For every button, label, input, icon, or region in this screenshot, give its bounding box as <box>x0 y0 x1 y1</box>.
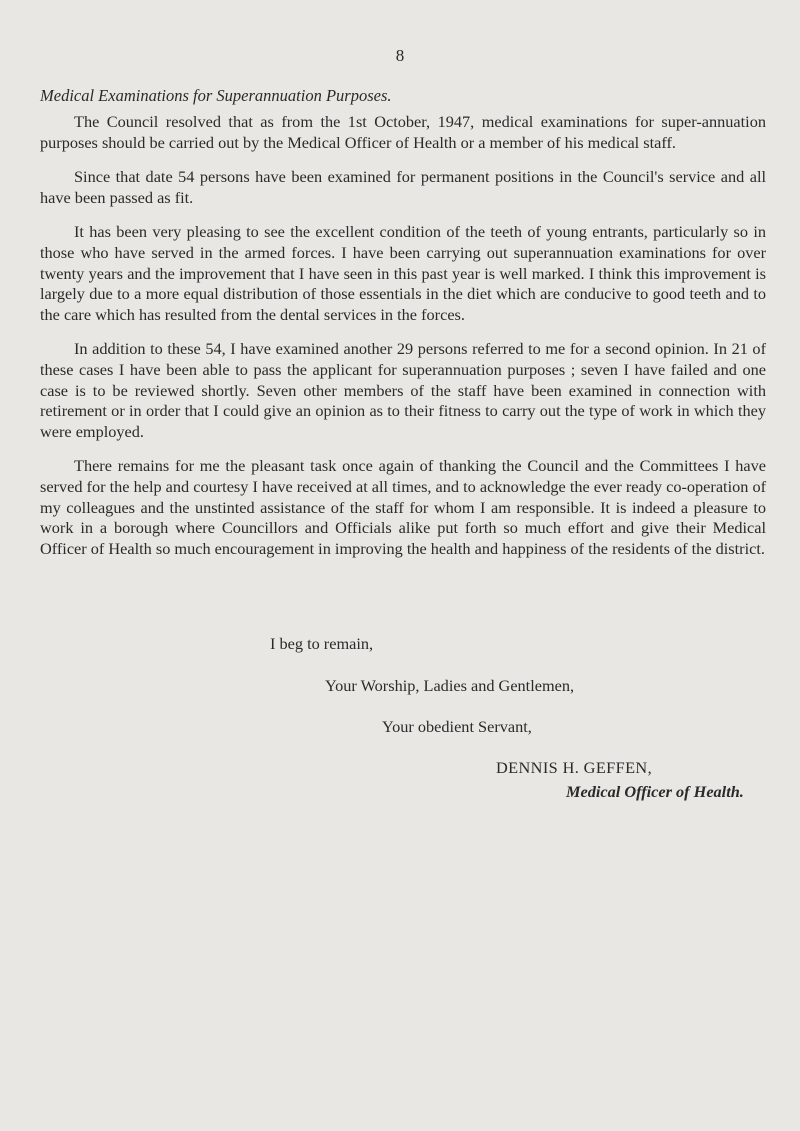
closing-salutation: Your Worship, Ladies and Gentlemen, <box>325 676 575 695</box>
body-text <box>40 112 766 573</box>
paragraph-thanks: There remains for me the pleasant task once again of thanking the Council and the Committees I have served for the help and courtesy I have received at all times, and to acknowledge the ever ready co-operation of my colleagues and the unstinted assistance of the staff for whom I am responsible. It is indeed a pleasure to work in a borough where Councillors and Officials alike put forth so much effort and give their Medical Officer of Health so much encouragement in improving the health and happiness of the residents of the district. <box>40 456 767 558</box>
paragraph-council-resolution: The Council resolved that as from the 1st October, 1947, medical examinations for super-annuation purposes should be carried out by the Medical Officer of Health or a member of his medical staff. <box>40 112 766 152</box>
signature-title: Medical Officer of Health. <box>566 782 744 801</box>
closing-remain: I beg to remain, <box>270 634 374 653</box>
paragraph-persons-examined: Since that date 54 persons have been examined for permanent positions in the Council's service and all have been passed as fit. <box>40 167 766 207</box>
page-number: 8 <box>395 46 405 65</box>
closing-servant: Your obedient Servant, <box>382 717 532 736</box>
paragraph-second-opinion: In addition to these 54, I have examined another 29 persons referred to me for a second opinion. In 21 of these cases I have been able to pass the applicant for superannuation purposes ; seven I have failed and one case is to be reviewed shortly. Seven other members of the staff have been examined in connection with retirement or in order that I could give an opinion as to their fitness to carry out the type of work in which they were employed. <box>40 339 766 441</box>
section-heading: Medical Examinations for Superannuation Purposes. <box>40 86 392 105</box>
paragraph-teeth-condition: It has been very pleasing to see the excellent condition of the teeth of young entrants, particularly so in those who have served in the armed forces. I have been carrying out superannuation examinations for over twenty years and the improvement that I have seen in this past year is well marked. I think this improvement is largely due to a more equal distribution of those essentials in the diet which are conducive to good teeth and to the care which has resulted from the dental services in the forces. <box>40 222 766 324</box>
signature-name: DENNIS H. GEFFEN, <box>496 758 653 777</box>
